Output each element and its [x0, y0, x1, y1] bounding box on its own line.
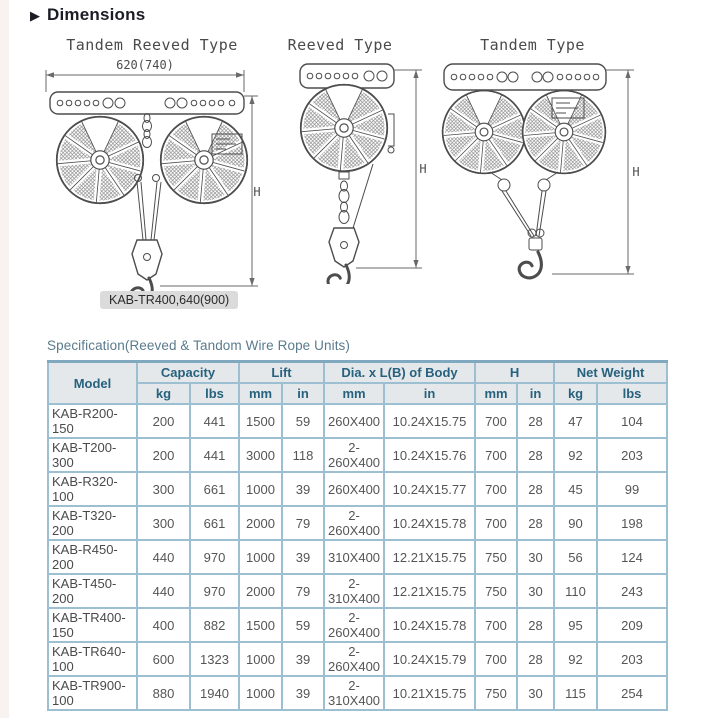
model-cell: KAB-TR400-150	[48, 608, 137, 642]
value-cell: 243	[597, 574, 667, 608]
center-chain	[143, 114, 152, 148]
value-cell: 10.24X15.77	[384, 472, 475, 506]
subheader-kg: kg	[554, 383, 597, 404]
value-cell: 198	[597, 506, 667, 540]
value-cell: 661	[190, 472, 239, 506]
model-cell: KAB-R200-150	[48, 404, 137, 438]
value-cell: 310X400	[324, 540, 384, 574]
value-cell: 970	[190, 540, 239, 574]
model-cell: KAB-R320-100	[48, 472, 137, 506]
value-cell: 1000	[239, 472, 282, 506]
model-cell: KAB-T200-300	[48, 438, 137, 472]
drum-outlet	[339, 172, 349, 179]
value-cell: 28	[517, 506, 554, 540]
value-cell: 3000	[239, 438, 282, 472]
value-cell: 30	[517, 676, 554, 710]
value-cell: 441	[190, 404, 239, 438]
reeving-ropes	[135, 175, 162, 241]
height-dimension-label: H	[419, 162, 427, 176]
value-cell: 10.24X15.78	[384, 608, 475, 642]
model-cell: KAB-R450-200	[48, 540, 137, 574]
value-cell: 2000	[239, 574, 282, 608]
model-cell: KAB-T450-200	[48, 574, 137, 608]
value-cell: 440	[137, 540, 190, 574]
value-cell: 400	[137, 608, 190, 642]
value-cell: 1500	[239, 608, 282, 642]
value-cell: 254	[597, 676, 667, 710]
value-cell: 750	[475, 574, 517, 608]
model-cell: KAB-TR900-100	[48, 676, 137, 710]
value-cell: 661	[190, 506, 239, 540]
value-cell: 28	[517, 642, 554, 676]
value-cell: 59	[282, 404, 324, 438]
value-cell: 10.24X15.78	[384, 506, 475, 540]
value-cell: 10.24X15.75	[384, 404, 475, 438]
value-cell: 209	[597, 608, 667, 642]
page-left-margin	[0, 0, 9, 718]
table-row	[48, 676, 667, 710]
model-cell: KAB-TR640-100	[48, 642, 137, 676]
header-net-weight: Net Weight	[554, 362, 667, 384]
subheader-kg: kg	[137, 383, 190, 404]
value-cell: 30	[517, 574, 554, 608]
value-cell: 104	[597, 404, 667, 438]
value-cell: 10.24X15.76	[384, 438, 475, 472]
value-cell: 700	[475, 404, 517, 438]
swivel	[529, 238, 542, 250]
header-h: H	[475, 362, 554, 384]
rope-line	[353, 164, 373, 228]
model-cell: KAB-T320-200	[48, 506, 137, 540]
table-row	[48, 642, 667, 676]
section-header	[30, 5, 145, 25]
subheader-mm: mm	[324, 383, 384, 404]
side-bracket	[388, 114, 394, 153]
value-cell: 700	[475, 608, 517, 642]
subheader-mm: mm	[475, 383, 517, 404]
value-cell: 700	[475, 642, 517, 676]
value-cell: 79	[282, 574, 324, 608]
table-row	[48, 540, 667, 574]
width-dimension-label: 620(740)	[116, 58, 174, 72]
value-cell: 1000	[239, 676, 282, 710]
value-cell: 10.24X15.79	[384, 642, 475, 676]
height-dimension-label: H	[253, 185, 261, 199]
drum-icon	[301, 85, 387, 171]
value-cell: 2-260X400	[324, 642, 384, 676]
table-row	[48, 438, 667, 472]
table-caption: Specification(Reeved & Tandom Wire Rope Units)	[47, 338, 350, 353]
value-cell: 59	[282, 608, 324, 642]
v-ropes	[502, 191, 546, 237]
value-cell: 28	[517, 472, 554, 506]
subheader-lbs: lbs	[597, 383, 667, 404]
drawing-title-tandem-reeved: Tandem Reeved Type	[66, 36, 238, 54]
subheader-in: in	[384, 383, 475, 404]
value-cell: 95	[554, 608, 597, 642]
value-cell: 970	[190, 574, 239, 608]
width-dimension-line	[46, 70, 244, 92]
hook-block	[132, 240, 162, 280]
value-cell: 441	[190, 438, 239, 472]
table-row	[48, 574, 667, 608]
value-cell: 700	[475, 506, 517, 540]
value-cell: 1000	[239, 642, 282, 676]
header-model: Model	[48, 362, 137, 405]
value-cell: 124	[597, 540, 667, 574]
suspension-plate	[444, 64, 606, 90]
spec-table-header	[48, 362, 667, 405]
value-cell: 260X400	[324, 404, 384, 438]
tandem-reeved-drawing	[42, 56, 262, 298]
drawing-title-tandem: Tandem Type	[480, 36, 585, 54]
value-cell: 1000	[239, 540, 282, 574]
value-cell: 28	[517, 404, 554, 438]
height-dimension-label: H	[632, 165, 640, 179]
value-cell: 300	[137, 472, 190, 506]
value-cell: 28	[517, 438, 554, 472]
value-cell: 440	[137, 574, 190, 608]
value-cell: 110	[554, 574, 597, 608]
suspension-plate	[50, 92, 244, 114]
subheader-lbs: lbs	[190, 383, 239, 404]
table-row	[48, 506, 667, 540]
value-cell: 882	[190, 608, 239, 642]
value-cell: 45	[554, 472, 597, 506]
value-cell: 2-310X400	[324, 574, 384, 608]
tandem-drawing	[440, 56, 645, 288]
header-lift: Lift	[239, 362, 324, 384]
value-cell: 203	[597, 438, 667, 472]
value-cell: 750	[475, 540, 517, 574]
header-dia-body: Dia. x L(B) of Body	[324, 362, 475, 384]
arrow-right-icon: ▶	[30, 7, 40, 23]
hook-icon	[328, 265, 349, 284]
value-cell: 1500	[239, 404, 282, 438]
value-cell: 118	[282, 438, 324, 472]
subheader-in: in	[517, 383, 554, 404]
subheader-in: in	[282, 383, 324, 404]
drawing-title-reeved: Reeved Type	[287, 36, 393, 54]
value-cell: 200	[137, 438, 190, 472]
left-drum-icon	[57, 117, 143, 203]
value-cell: 700	[475, 472, 517, 506]
value-cell: 56	[554, 540, 597, 574]
page-title: Dimensions	[47, 5, 146, 24]
value-cell: 30	[517, 540, 554, 574]
right-drum-icon	[161, 117, 247, 203]
hook-icon	[519, 252, 541, 278]
value-cell: 10.21X15.75	[384, 676, 475, 710]
value-cell: 39	[282, 540, 324, 574]
value-cell: 115	[554, 676, 597, 710]
value-cell: 28	[517, 608, 554, 642]
value-cell: 39	[282, 472, 324, 506]
value-cell: 12.21X15.75	[384, 540, 475, 574]
value-cell: 39	[282, 676, 324, 710]
value-cell: 600	[137, 642, 190, 676]
value-cell: 47	[554, 404, 597, 438]
left-drum-icon	[443, 91, 526, 174]
reeved-drawing	[276, 56, 431, 284]
value-cell: 200	[137, 404, 190, 438]
value-cell: 12.21X15.75	[384, 574, 475, 608]
model-badge: KAB-TR400,640(900)	[100, 291, 238, 309]
subheader-mm: mm	[239, 383, 282, 404]
value-cell: 300	[137, 506, 190, 540]
header-capacity: Capacity	[137, 362, 239, 384]
chain	[339, 181, 349, 224]
value-cell: 92	[554, 438, 597, 472]
value-cell: 2-260X400	[324, 506, 384, 540]
value-cell: 1940	[190, 676, 239, 710]
value-cell: 92	[554, 642, 597, 676]
value-cell: 79	[282, 506, 324, 540]
rope-shackles	[490, 172, 558, 191]
hook-block	[329, 228, 359, 267]
value-cell: 2-260X400	[324, 438, 384, 472]
value-cell: 203	[597, 642, 667, 676]
value-cell: 2-310X400	[324, 676, 384, 710]
value-cell: 2-260X400	[324, 608, 384, 642]
spec-table-body	[48, 404, 667, 710]
table-row	[48, 608, 667, 642]
value-cell: 90	[554, 506, 597, 540]
spec-table	[47, 360, 668, 711]
value-cell: 880	[137, 676, 190, 710]
value-cell: 700	[475, 438, 517, 472]
table-row	[48, 404, 667, 438]
table-row	[48, 472, 667, 506]
value-cell: 260X400	[324, 472, 384, 506]
value-cell: 99	[597, 472, 667, 506]
value-cell: 39	[282, 642, 324, 676]
value-cell: 750	[475, 676, 517, 710]
value-cell: 1323	[190, 642, 239, 676]
value-cell: 2000	[239, 506, 282, 540]
